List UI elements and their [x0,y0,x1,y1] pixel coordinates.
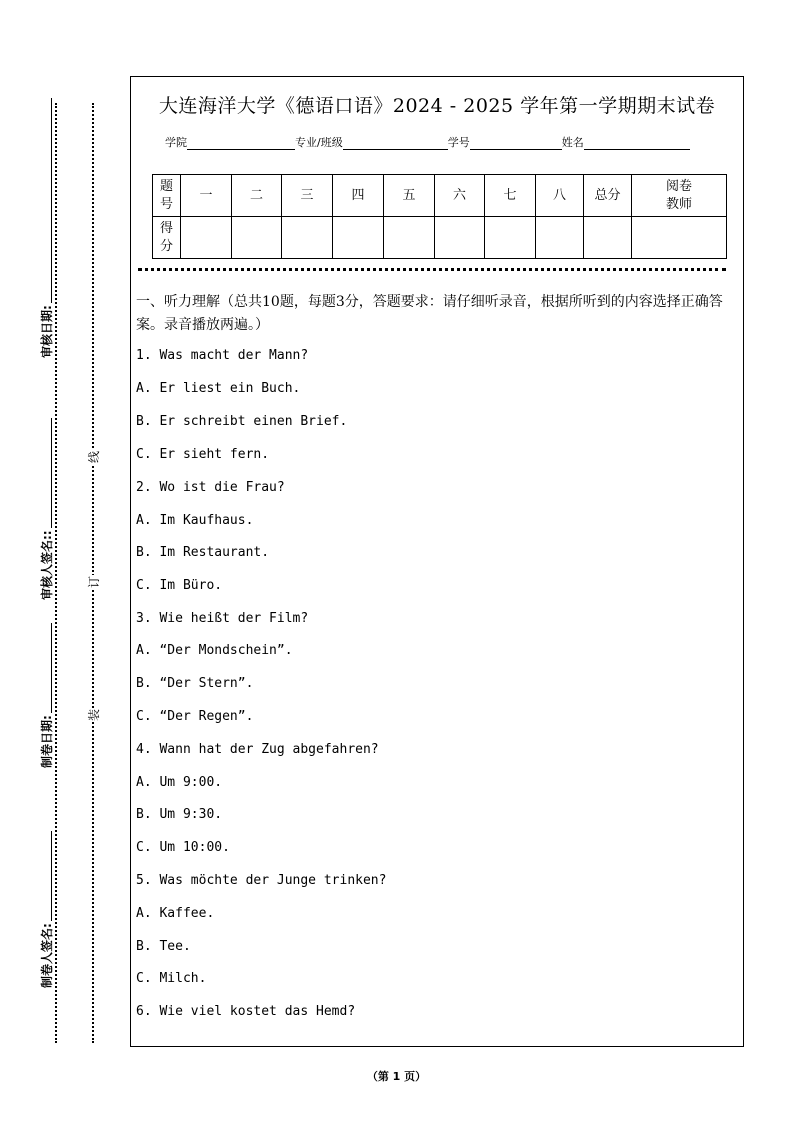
question-line: 1. Was macht der Mann? [136,348,309,363]
col-header-5: 五 [384,175,435,217]
col-header-8: 八 [536,175,584,217]
question-line: 2. Wo ist die Frau? [136,480,285,495]
binding-dotted-line [92,103,94,1043]
question-line: 3. Wie heißt der Film? [136,611,309,626]
score-cell-6[interactable] [435,217,485,259]
option-line: A. Im Kaufhaus. [136,513,254,528]
binding-char-seal: 装 [87,709,101,722]
student-id-field[interactable] [470,137,562,150]
option-line: A. Er liest ein Buch. [136,381,301,396]
option-line: C. Um 10:00. [136,840,230,855]
score-cell-total[interactable] [584,217,632,259]
section-divider [138,268,726,271]
option-line: B. Um 9:30. [136,807,223,822]
score-cell-7[interactable] [485,217,536,259]
maker-date-label: 制卷日期: [38,623,55,768]
student-info-row [165,134,690,150]
binding-char-staple: 订 [87,576,101,589]
option-line: B. Er schreibt einen Brief. [136,414,348,429]
row-label-score: 得分 [153,217,181,259]
col-header-total: 总分 [584,175,632,217]
option-line: C. Im Büro. [136,578,223,593]
col-header-4: 四 [333,175,384,217]
col-header-2: 二 [232,175,282,217]
binding-char-line: 线 [87,451,101,464]
option-line: B. Im Restaurant. [136,545,270,560]
college-label: 学院 [165,136,187,149]
score-table [152,174,727,259]
review-date-label: 审核日期: [38,98,55,358]
score-cell-8[interactable] [536,217,584,259]
name-field[interactable] [584,137,690,150]
col-header-6: 六 [435,175,485,217]
exam-frame [130,76,744,1047]
score-table-score-row [153,217,727,259]
option-line: A. Kaffee. [136,906,215,921]
col-header-7: 七 [485,175,536,217]
option-line: A. Um 9:00. [136,775,223,790]
left-dotted-line [55,103,57,1043]
score-cell-2[interactable] [232,217,282,259]
score-cell-grader[interactable] [632,217,727,259]
name-label: 姓名 [561,136,584,149]
option-line: C. Milch. [136,971,207,986]
major-label: 专业/班级 [295,136,343,149]
question-line: 4. Wann hat der Zug abgefahren? [136,742,379,757]
option-line: B. Tee. [136,939,191,954]
major-field[interactable] [343,137,448,150]
option-line: A. “Der Mondschein”. [136,643,293,658]
score-table-header-row [153,175,727,217]
col-header-1: 一 [181,175,232,217]
score-cell-3[interactable] [282,217,333,259]
student-id-label: 学号 [447,136,470,149]
col-header-grader: 阅卷教师 [632,175,727,217]
row-label-question-no: 题号 [153,175,181,217]
score-cell-4[interactable] [333,217,384,259]
reviewer-signature-label: 审核人签名:: [38,418,55,600]
exam-title: 大连海洋大学《德语口语》2024 - 2025 学年第一学期期末试卷 [158,95,716,117]
option-line: C. “Der Regen”. [136,709,254,724]
option-line: C. Er sieht fern. [136,447,270,462]
page-number: （第 1 页） [366,1070,427,1083]
question-line: 6. Wie viel kostet das Hemd? [136,1004,356,1019]
option-line: B. “Der Stern”. [136,676,254,691]
score-cell-1[interactable] [181,217,232,259]
maker-signature-label: 制卷人签名: [38,831,55,988]
college-field[interactable] [187,137,295,150]
question-line: 5. Was möchte der Junge trinken? [136,873,387,888]
section-heading: 一、听力理解（总共10题，每题3分，答题要求：请仔细听录音，根据所听到的内容选择正确答案。录音播放两遍。） [136,294,723,333]
score-cell-5[interactable] [384,217,435,259]
col-header-3: 三 [282,175,333,217]
